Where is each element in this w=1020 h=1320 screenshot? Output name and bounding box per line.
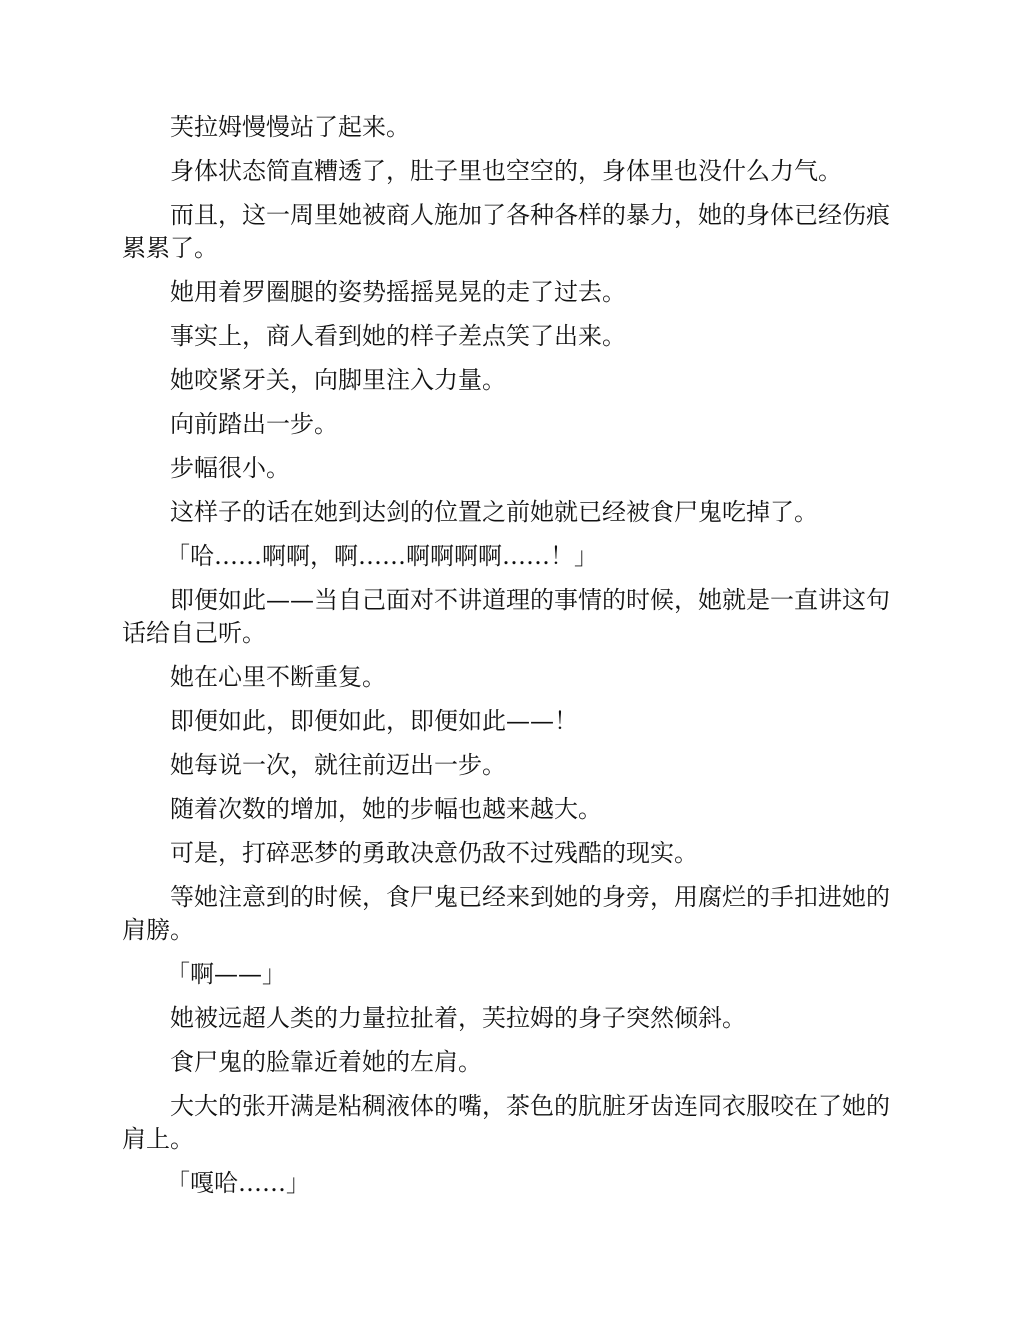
paragraph: 她用着罗圈腿的姿势摇摇晃晃的走了过去。 — [170, 278, 626, 306]
dialogue-line: 「啊——」 — [166, 960, 286, 988]
paragraph: 随着次数的增加，她的步幅也越来越大。 — [170, 795, 602, 823]
paragraph: 食尸鬼的脸靠近着她的左肩。 — [170, 1048, 482, 1076]
paragraph: 这样子的话在她到达剑的位置之前她就已经被食尸鬼吃掉了。 — [170, 498, 818, 526]
paragraph: 向前踏出一步。 — [170, 410, 338, 438]
paragraph: 她被远超人类的力量拉扯着，芙拉姆的身子突然倾斜。 — [170, 1004, 746, 1032]
paragraph: 她咬紧牙关，向脚里注入力量。 — [170, 366, 506, 394]
paragraph: 她每说一次，就往前迈出一步。 — [170, 751, 506, 779]
paragraph: 身体状态简直糟透了，肚子里也空空的，身体里也没什么力气。 — [170, 157, 842, 185]
paragraph: 她在心里不断重复。 — [170, 663, 386, 691]
paragraph: 大大的张开满是粘稠液体的嘴，茶色的肮脏牙齿连同衣服咬在了她的肩上。 — [122, 1092, 890, 1153]
paragraph: 事实上，商人看到她的样子差点笑了出来。 — [170, 322, 626, 350]
paragraph: 可是，打碎恶梦的勇敢决意仍敌不过残酷的现实。 — [170, 839, 698, 867]
story-text — [122, 111, 902, 1211]
dialogue-line: 「哈……啊啊，啊……啊啊啊啊……！」 — [166, 542, 598, 570]
paragraph: 即便如此，即便如此，即便如此——！ — [170, 707, 578, 735]
paragraph: 即便如此——当自己面对不讲道理的事情的时候，她就是一直讲这句话给自己听。 — [122, 586, 890, 647]
paragraph: 等她注意到的时候，食尸鬼已经来到她的身旁，用腐烂的手扣进她的肩膀。 — [122, 883, 890, 944]
paragraph: 步幅很小。 — [170, 454, 290, 482]
dialogue-line: 「嘎哈……」 — [166, 1169, 310, 1197]
paragraph: 而且，这一周里她被商人施加了各种各样的暴力，她的身体已经伤痕累累了。 — [122, 201, 890, 262]
paragraph: 芙拉姆慢慢站了起来。 — [170, 113, 410, 141]
